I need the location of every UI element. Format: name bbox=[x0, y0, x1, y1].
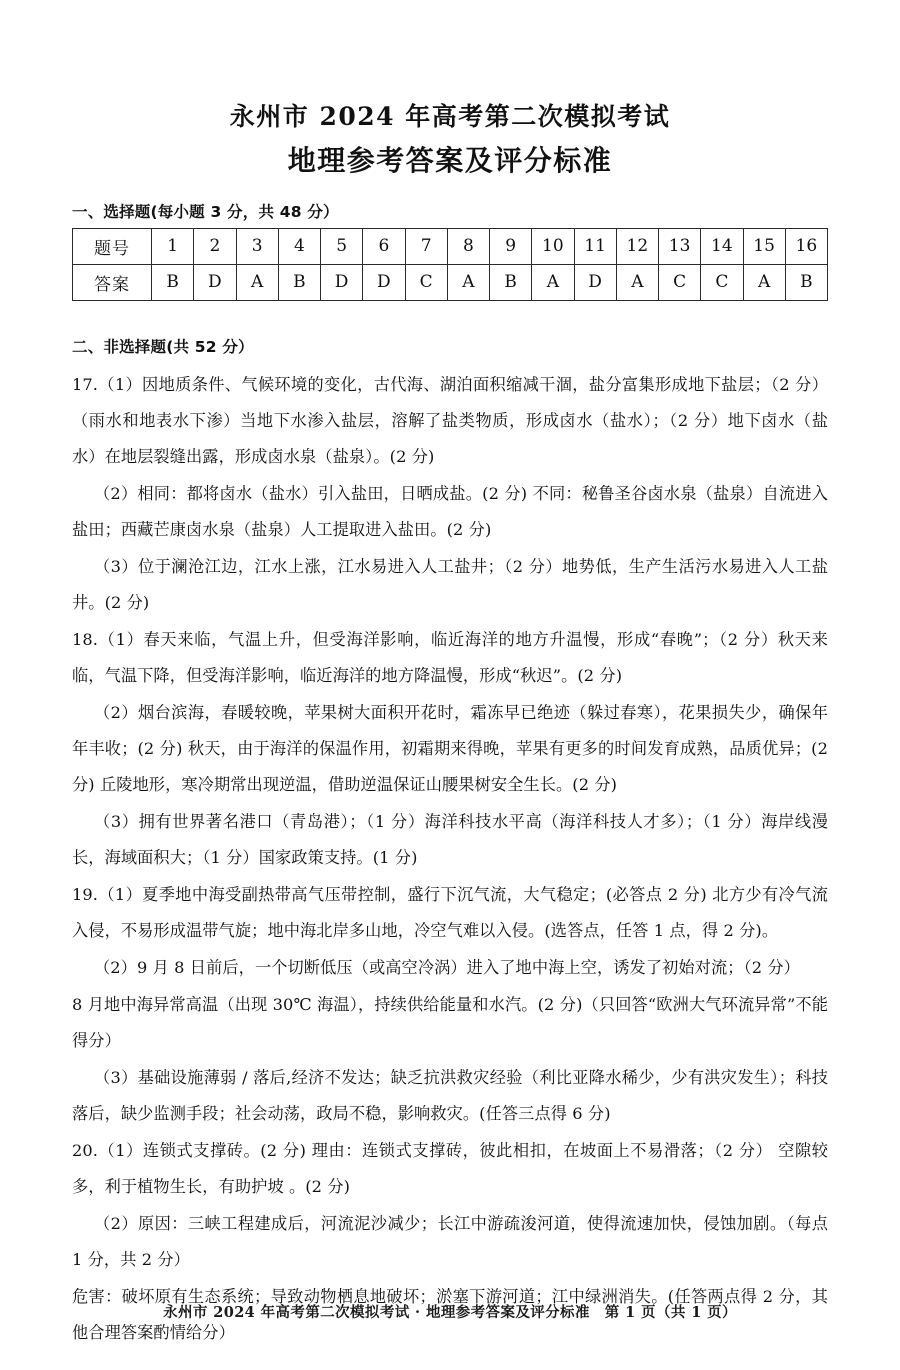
answer-paragraph-20-2b: 危害：破坏原有生态系统；导致动物栖息地破坏；淤塞下游河道；江中绿洲消失。(任答两点得 2 分，其他合理答案酌情给分） bbox=[72, 1286, 828, 1342]
table-cell-answer: A bbox=[616, 264, 658, 300]
answer-paragraph-18-2: （2）烟台滨海，春暖较晚，苹果树大面积开花时，霜冻早已绝迹（躲过春寒），花果损失少，确保年年丰收；(2 分) 秋天，由于海洋的保温作用，初霜期来得晚，苹果有更多的时间发育成熟，品质优异；(2 分) 丘陵地形，寒冷期常出现逆温，借助逆温保证山腰果树安全生长。(2 分) bbox=[72, 702, 828, 794]
section-heading-choice: 一、选择题(每小题 3 分，共 48 分） bbox=[72, 202, 339, 221]
answer-table bbox=[72, 228, 828, 301]
answer-paragraph-19-2b: 8 月地中海异常高温（出现 30℃ 海温），持续供给能量和水汽。(2 分)（只回答“欧洲大气环流异常”不能得分） bbox=[72, 994, 828, 1050]
table-rowlabel-number: 题号 bbox=[73, 228, 152, 264]
page-footer: 永州市 2024 年高考第二次模拟考试 · 地理参考答案及评分标准 第 1 页（共 1 页） bbox=[163, 1304, 737, 1321]
table-cell-answer: B bbox=[278, 264, 320, 300]
page-subtitle: 地理参考答案及评分标准 bbox=[287, 143, 613, 177]
table-cell-number: 16 bbox=[785, 228, 827, 264]
table-cell-answer: D bbox=[574, 264, 616, 300]
title-block bbox=[72, 0, 828, 182]
table-cell-number: 14 bbox=[701, 228, 743, 264]
table-cell-answer: A bbox=[743, 264, 785, 300]
table-cell-answer: B bbox=[152, 264, 194, 300]
table-cell-answer: C bbox=[659, 264, 701, 300]
table-row-answers bbox=[73, 264, 828, 300]
table-cell-number: 1 bbox=[152, 228, 194, 264]
table-cell-answer: A bbox=[532, 264, 574, 300]
table-cell-answer: B bbox=[785, 264, 827, 300]
table-cell-number: 3 bbox=[236, 228, 278, 264]
table-cell-number: 10 bbox=[532, 228, 574, 264]
table-cell-answer: D bbox=[194, 264, 236, 300]
table-cell-answer: C bbox=[405, 264, 447, 300]
answer-paragraph-19-3: （3）基础设施薄弱 / 落后,经济不发达；缺乏抗洪救灾经验（利比亚降水稀少，少有洪灾发生）；科技落后，缺少监测手段；社会动荡，政局不稳，影响救灾。(任答三点得 6 分) bbox=[72, 1067, 828, 1123]
page-title: 永州市 2024 年高考第二次模拟考试 bbox=[229, 102, 671, 131]
answer-paragraph-17-3: （3）位于澜沧江边，江水上涨，江水易进入人工盐井；（2 分）地势低，生产生活污水易进入人工盐井。(2 分) bbox=[72, 556, 828, 612]
answers-body bbox=[72, 367, 828, 1351]
table-cell-answer: D bbox=[363, 264, 405, 300]
table-cell-number: 12 bbox=[616, 228, 658, 264]
table-cell-number: 9 bbox=[490, 228, 532, 264]
table-cell-number: 7 bbox=[405, 228, 447, 264]
answer-paragraph-18-1: 18.（1）春天来临，气温上升，但受海洋影响，临近海洋的地方升温慢，形成“春晚”；（2 分）秋天来临，气温下降，但受海洋影响，临近海洋的地方降温慢，形成“秋迟”。(2 分) bbox=[72, 629, 828, 685]
answer-paragraph-19-2: （2）9 月 8 日前后，一个切断低压（或高空冷涡）进入了地中海上空，诱发了初始对流；（2 分） bbox=[94, 957, 800, 977]
table-cell-number: 4 bbox=[278, 228, 320, 264]
table-cell-answer: D bbox=[321, 264, 363, 300]
table-cell-number: 13 bbox=[659, 228, 701, 264]
table-cell-answer: C bbox=[701, 264, 743, 300]
table-cell-number: 5 bbox=[321, 228, 363, 264]
table-cell-number: 8 bbox=[447, 228, 489, 264]
table-rowlabel-answer: 答案 bbox=[73, 264, 152, 300]
answer-paragraph-17-2: （2）相同：都将卤水（盐水）引入盐田，日晒成盐。(2 分) 不同：秘鲁圣谷卤水泉（盐泉）自流进入盐田；西藏芒康卤水泉（盐泉）人工提取进入盐田。(2 分) bbox=[72, 483, 828, 539]
section-heading-noncoice: 二、非选择题(共 52 分） bbox=[72, 337, 254, 356]
table-cell-number: 11 bbox=[574, 228, 616, 264]
table-cell-answer: A bbox=[236, 264, 278, 300]
table-cell-answer: B bbox=[490, 264, 532, 300]
table-cell-number: 6 bbox=[363, 228, 405, 264]
answer-paragraph-18-3: （3）拥有世界著名港口（青岛港）；（1 分）海洋科技水平高（海洋科技人才多）；（1 分）海岸线漫长，海域面积大；（1 分）国家政策支持。(1 分) bbox=[72, 811, 828, 867]
answer-paragraph-17-1: 17.（1）因地质条件、气候环境的变化，古代海、湖泊面积缩减干涸，盐分富集形成地下盐层；（2 分）（雨水和地表水下渗）当地下水渗入盐层，溶解了盐类物质，形成卤水（盐水）；（2 分）地下卤水（盐水）在地层裂缝出露，形成卤水泉（盐泉）。(2 分) bbox=[72, 374, 828, 466]
table-cell-number: 2 bbox=[194, 228, 236, 264]
table-row-numbers bbox=[73, 228, 828, 264]
answer-paragraph-20-2: （2）原因：三峡工程建成后，河流泥沙减少；长江中游疏浚河道，使得流速加快，侵蚀加剧。（每点 1 分，共 2 分） bbox=[72, 1213, 828, 1269]
answer-paragraph-20-1: 20.（1）连锁式支撑砖。(2 分) 理由：连锁式支撑砖，彼此相扣，在坡面上不易滑落；（2 分） 空隙较多，利于植物生长，有助护坡 。(2 分) bbox=[72, 1140, 828, 1196]
table-cell-answer: A bbox=[447, 264, 489, 300]
answer-paragraph-19-1: 19.（1）夏季地中海受副热带高气压带控制，盛行下沉气流，大气稳定；(必答点 2 分) 北方少有冷气流入侵，不易形成温带气旋；地中海北岸多山地，冷空气难以入侵。(选答点，任答 1 点，得 2 分)。 bbox=[72, 884, 828, 940]
table-cell-number: 15 bbox=[743, 228, 785, 264]
